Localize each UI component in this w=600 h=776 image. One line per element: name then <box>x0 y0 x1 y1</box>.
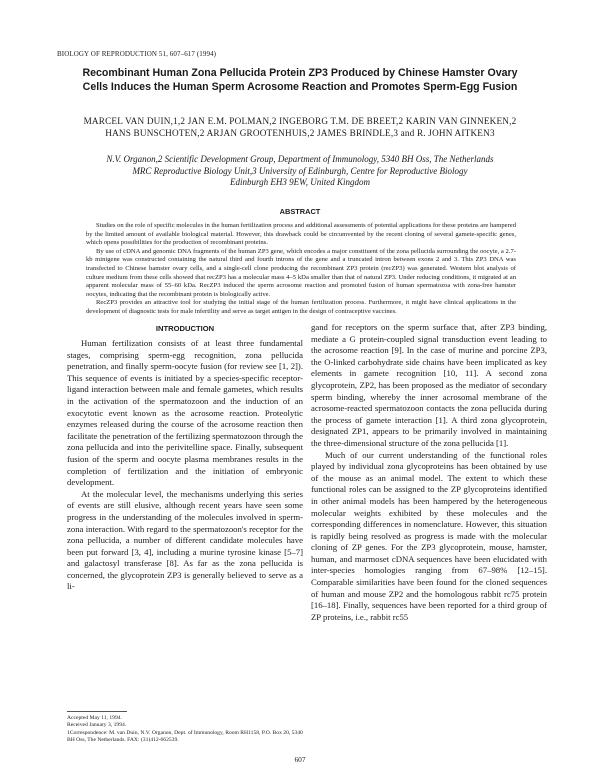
affiliation-line-1: N.V. Organon,2 Scientific Development Group, Department of Immunology, 5340 BH Oss, The Netherlands <box>106 154 494 164</box>
body-paragraph-3: gand for receptors on the sperm surface that, after ZP3 binding, mediate a G protein-coupled signal transduction event leading to the acrosome reaction [9]. In the case of murine and porcine ZP3, the O-linked carbohydrate side chains have been implicated as key elements in gamete recognition [10, 11]. A second zona glycoprotein, ZP2, has been proposed as the mediator of secondary sperm binding, whereby the inner acrosomal membrane of the acrosome-reacted spermatozoon contacts the zona pellucida during the process of gamete interaction [1]. A third zona glycoprotein, designated ZP1, appears to be primarily involved in maintaining the three-dimensional structure of the zona pellucida [1]. <box>311 322 547 448</box>
abstract-paragraph-1: Studies on the role of specific molecules in the human fertilization process and additional assessments of potential applications for these proteins are hampered by the limited amount of available biological material. However, this drawback could be circumvented by the recent cloning of several gamete-specific genes, which opens possibilities for the production of recombinant proteins. <box>86 222 516 247</box>
affiliation-line-2: MRC Reproductive Biology Unit,3 University of Edinburgh, Centre for Reproductive Biology <box>132 165 468 176</box>
right-column <box>311 322 547 623</box>
footnote-accepted: Accepted May 11, 1994. <box>67 715 122 721</box>
abstract-paragraph-2: By use of cDNA and genomic DNA fragments of the human ZP3 gene, which encodes a major constituent of the zona pellucida surrounding the oocyte, a 2.7-kb minigene was constructed containing the natural third and fourth introns of the gene and a truncated intron between exons 2 and 3. This ZP3 DNA was transfected to Chinese hamster ovary cells, and a single-cell clone producing the recombinant ZP3 protein (recZP3) was generated. Western blot analysis of culture medium from these cells showed that recZP3 has a molecular mass 4–5 kDa smaller than that of natural ZP3. Under reducing conditions, it migrated at an apparent molecular mass of 55–60 kDa. RecZP3 induced the sperm acrosome reaction and promoted fusion of human spermatozoa with zona-free hamster oocytes, indicating that the recombinant protein is biologically active. <box>86 247 516 298</box>
author-list <box>40 115 560 139</box>
author-line-2: HANS BUNSCHOTEN,2 ARJAN GROOTENHUIS,2 JAMES BRINDLE,3 and R. JOHN AITKEN3 <box>105 128 495 138</box>
left-column <box>67 338 303 593</box>
affiliations <box>40 154 560 189</box>
abstract-heading: ABSTRACT <box>279 207 321 216</box>
title-line-2: Cells Induces the Human Sperm Acrosome Reaction and Promotes Sperm-Egg Fusion <box>82 81 518 93</box>
page-number: 607 <box>294 755 306 764</box>
article-title <box>30 66 570 94</box>
footnote-correspondence: 1Correspondence: M. van Duin, N.V. Organon, Dept. of Immunology, Room RH1158, P.O. Box 20, 5340 BH Oss, The Netherlands. FAX: (31)412-662539. <box>67 729 303 744</box>
journal-header: BIOLOGY OF REPRODUCTION 51, 607–617 (1994) <box>57 50 217 58</box>
abstract-body <box>86 222 516 317</box>
body-paragraph-2: At the molecular level, the mechanisms underlying this series of events are still elusive, although recent years have seen some progress in the understanding of the molecules involved in sperm-zona interaction. With regard to the spermatozoon's receptor for the zona pellucida, a number of different candidate molecules have been put forward [3, 4], including a murine tyrosine kinase [5–7] and galactosyl transferase [8]. As far as the zona pellucida is concerned, the glycoprotein ZP3 is generally believed to serve as a li- <box>67 488 303 592</box>
title-line-1: Recombinant Human Zona Pellucida Protein ZP3 Produced by Chinese Hamster Ovary <box>82 67 518 79</box>
footnotes <box>67 715 303 745</box>
affiliation-line-3: Edinburgh EH3 9EW, United Kingdom <box>229 177 371 187</box>
introduction-heading: INTRODUCTION <box>155 324 215 333</box>
author-line-1: MARCEL VAN DUIN,1,2 JAN E.M. POLMAN,2 INGEBORG T.M. DE BREET,2 KARIN VAN GINNEKEN,2 <box>83 116 517 126</box>
body-paragraph-4: Much of our current understanding of the functional roles played by individual zona glycoproteins has been obtained by use of the mouse as an animal model. The extent to which these functional roles can be assigned to the ZP glycoproteins identified in other animal models has been hampered by the heterogeneous molecular weights exhibited by these molecules and the corresponding differences in nomenclature. However, this situation is rapidly being resolved as progress is made with the molecular cloning of ZP genes. For the ZP3 glycoprotein, mouse, hamster, human, and marmoset cDNA sequences have been elucidated with inter-species homologies ranging from 67–98% [12–15]. Comparable similarities have been found for the cloned sequences of human and mouse ZP2 and the homologous rabbit rc75 protein [16–18]. Finally, sequences have been reported for a third group of ZP proteins, i.e., rabbit rc55 <box>311 449 547 622</box>
footnote-received: Received January 3, 1994. <box>67 722 127 729</box>
footnote-divider <box>67 711 127 712</box>
body-paragraph-1: Human fertilization consists of at least three fundamental stages, comprising sperm-egg recognition, zona pellucida penetration, and finally sperm-oocyte fusion (for review see [1, 2]). This sequence of events is initiated by a species-specific receptor-ligand interaction between male and female gametes, which results in the activation of the spermatozoon and the induction of an exocytotic event known as the acrosome reaction. Proteolytic enzymes released during the course of the acrosome reaction then facilitate the penetration of the fertilizing spermatozoon through the zona pellucida and into the perivitelline space. Finally, subsequent fusion of the sperm and oocyte plasma membranes results in the completion of fertilization and the initiation of embryonic development. <box>67 338 303 488</box>
abstract-paragraph-3: RecZP3 provides an attractive tool for studying the initial stage of the human fertilization process. Furthermore, it might have clinical applications in the development of diagnostic tests for male infertility and serve as target antigen in the design of contraceptive vaccines. <box>86 299 516 315</box>
